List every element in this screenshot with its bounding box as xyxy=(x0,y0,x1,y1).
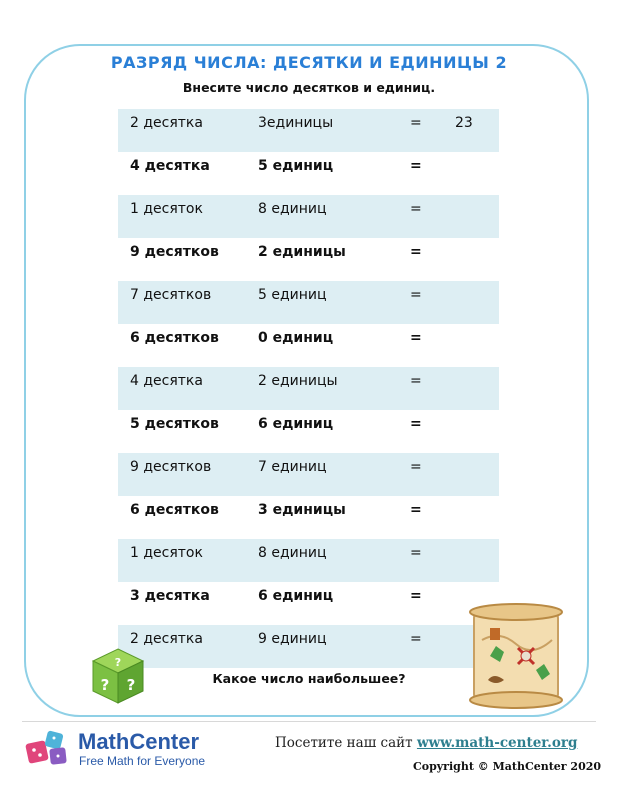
row-ones: 8 единиц xyxy=(258,201,327,217)
exercise-table xyxy=(118,109,499,668)
exercise-row xyxy=(118,152,499,195)
brand-name: MathCenter xyxy=(78,729,200,754)
row-tens: 6 десятков xyxy=(130,330,219,346)
row-equals: = xyxy=(410,201,422,217)
exercise-row xyxy=(118,238,499,281)
exercise-row xyxy=(118,109,499,152)
row-ones: 3 единицы xyxy=(258,502,346,518)
row-tens: 6 десятков xyxy=(130,502,219,518)
row-tens: 4 десятка xyxy=(130,373,203,389)
row-ones: 6 единиц xyxy=(258,416,334,432)
row-equals: = xyxy=(410,588,422,604)
copyright: Copyright © MathCenter 2020 xyxy=(413,760,602,773)
row-ones: 6 единиц xyxy=(258,588,334,604)
row-equals: = xyxy=(410,330,422,346)
exercise-row xyxy=(118,195,499,238)
row-equals: = xyxy=(410,287,422,303)
row-tens: 5 десятков xyxy=(130,416,219,432)
site-link[interactable]: www.math-center.org xyxy=(416,735,578,751)
exercise-row xyxy=(118,582,499,625)
row-equals: = xyxy=(410,115,422,131)
row-ones: 2 единицы xyxy=(258,373,338,389)
exercise-row xyxy=(118,367,499,410)
exercise-row xyxy=(118,410,499,453)
exercise-row xyxy=(118,453,499,496)
row-equals: = xyxy=(410,244,422,260)
row-tens: 1 десяток xyxy=(130,545,203,561)
exercise-row xyxy=(118,324,499,367)
exercise-row xyxy=(118,625,499,668)
row-tens: 9 десятков xyxy=(130,244,219,260)
footer-divider xyxy=(22,721,596,722)
row-equals: = xyxy=(410,416,422,432)
row-ones: 5 единиц xyxy=(258,287,327,303)
mathcenter-logo-icon xyxy=(24,726,74,770)
treasure-map-icon xyxy=(460,600,572,712)
row-tens: 2 десятка xyxy=(130,631,203,647)
row-tens: 4 десятка xyxy=(130,158,210,174)
row-tens: 2 десятка xyxy=(130,115,203,131)
row-tens: 1 десяток xyxy=(130,201,203,217)
question-text: Какое число наибольшее? xyxy=(212,671,406,686)
row-tens: 3 десятка xyxy=(130,588,210,604)
row-ones: 2 единицы xyxy=(258,244,346,260)
row-equals: = xyxy=(410,502,422,518)
row-ones: 8 единиц xyxy=(258,545,327,561)
answer-cell[interactable]: 23 xyxy=(455,115,473,131)
row-equals: = xyxy=(410,631,422,647)
row-equals: = xyxy=(410,373,422,389)
page-title: РАЗРЯД ЧИСЛА: ДЕСЯТКИ И ЕДИНИЦЫ 2 xyxy=(110,53,508,72)
svg-text:?: ? xyxy=(114,656,122,669)
brand-tagline: Free Math for Everyone xyxy=(79,754,206,768)
exercise-row xyxy=(118,496,499,539)
row-ones: 3единицы xyxy=(258,115,334,131)
row-ones: 0 единиц xyxy=(258,330,334,346)
row-equals: = xyxy=(410,459,422,475)
row-ones: 7 единиц xyxy=(258,459,327,475)
exercise-row xyxy=(118,539,499,582)
svg-text:?: ? xyxy=(100,676,110,694)
row-equals: = xyxy=(410,545,422,561)
visit-text: Посетите наш сайт xyxy=(275,735,413,751)
svg-text:?: ? xyxy=(126,676,136,694)
row-tens: 7 десятков xyxy=(130,287,212,303)
visit-line xyxy=(275,735,577,751)
exercise-row xyxy=(118,281,499,324)
row-ones: 5 единиц xyxy=(258,158,334,174)
instruction-text: Внесите число десятков и единиц. xyxy=(182,80,436,95)
row-equals: = xyxy=(410,158,422,174)
row-tens: 9 десятков xyxy=(130,459,212,475)
row-ones: 9 единиц xyxy=(258,631,327,647)
